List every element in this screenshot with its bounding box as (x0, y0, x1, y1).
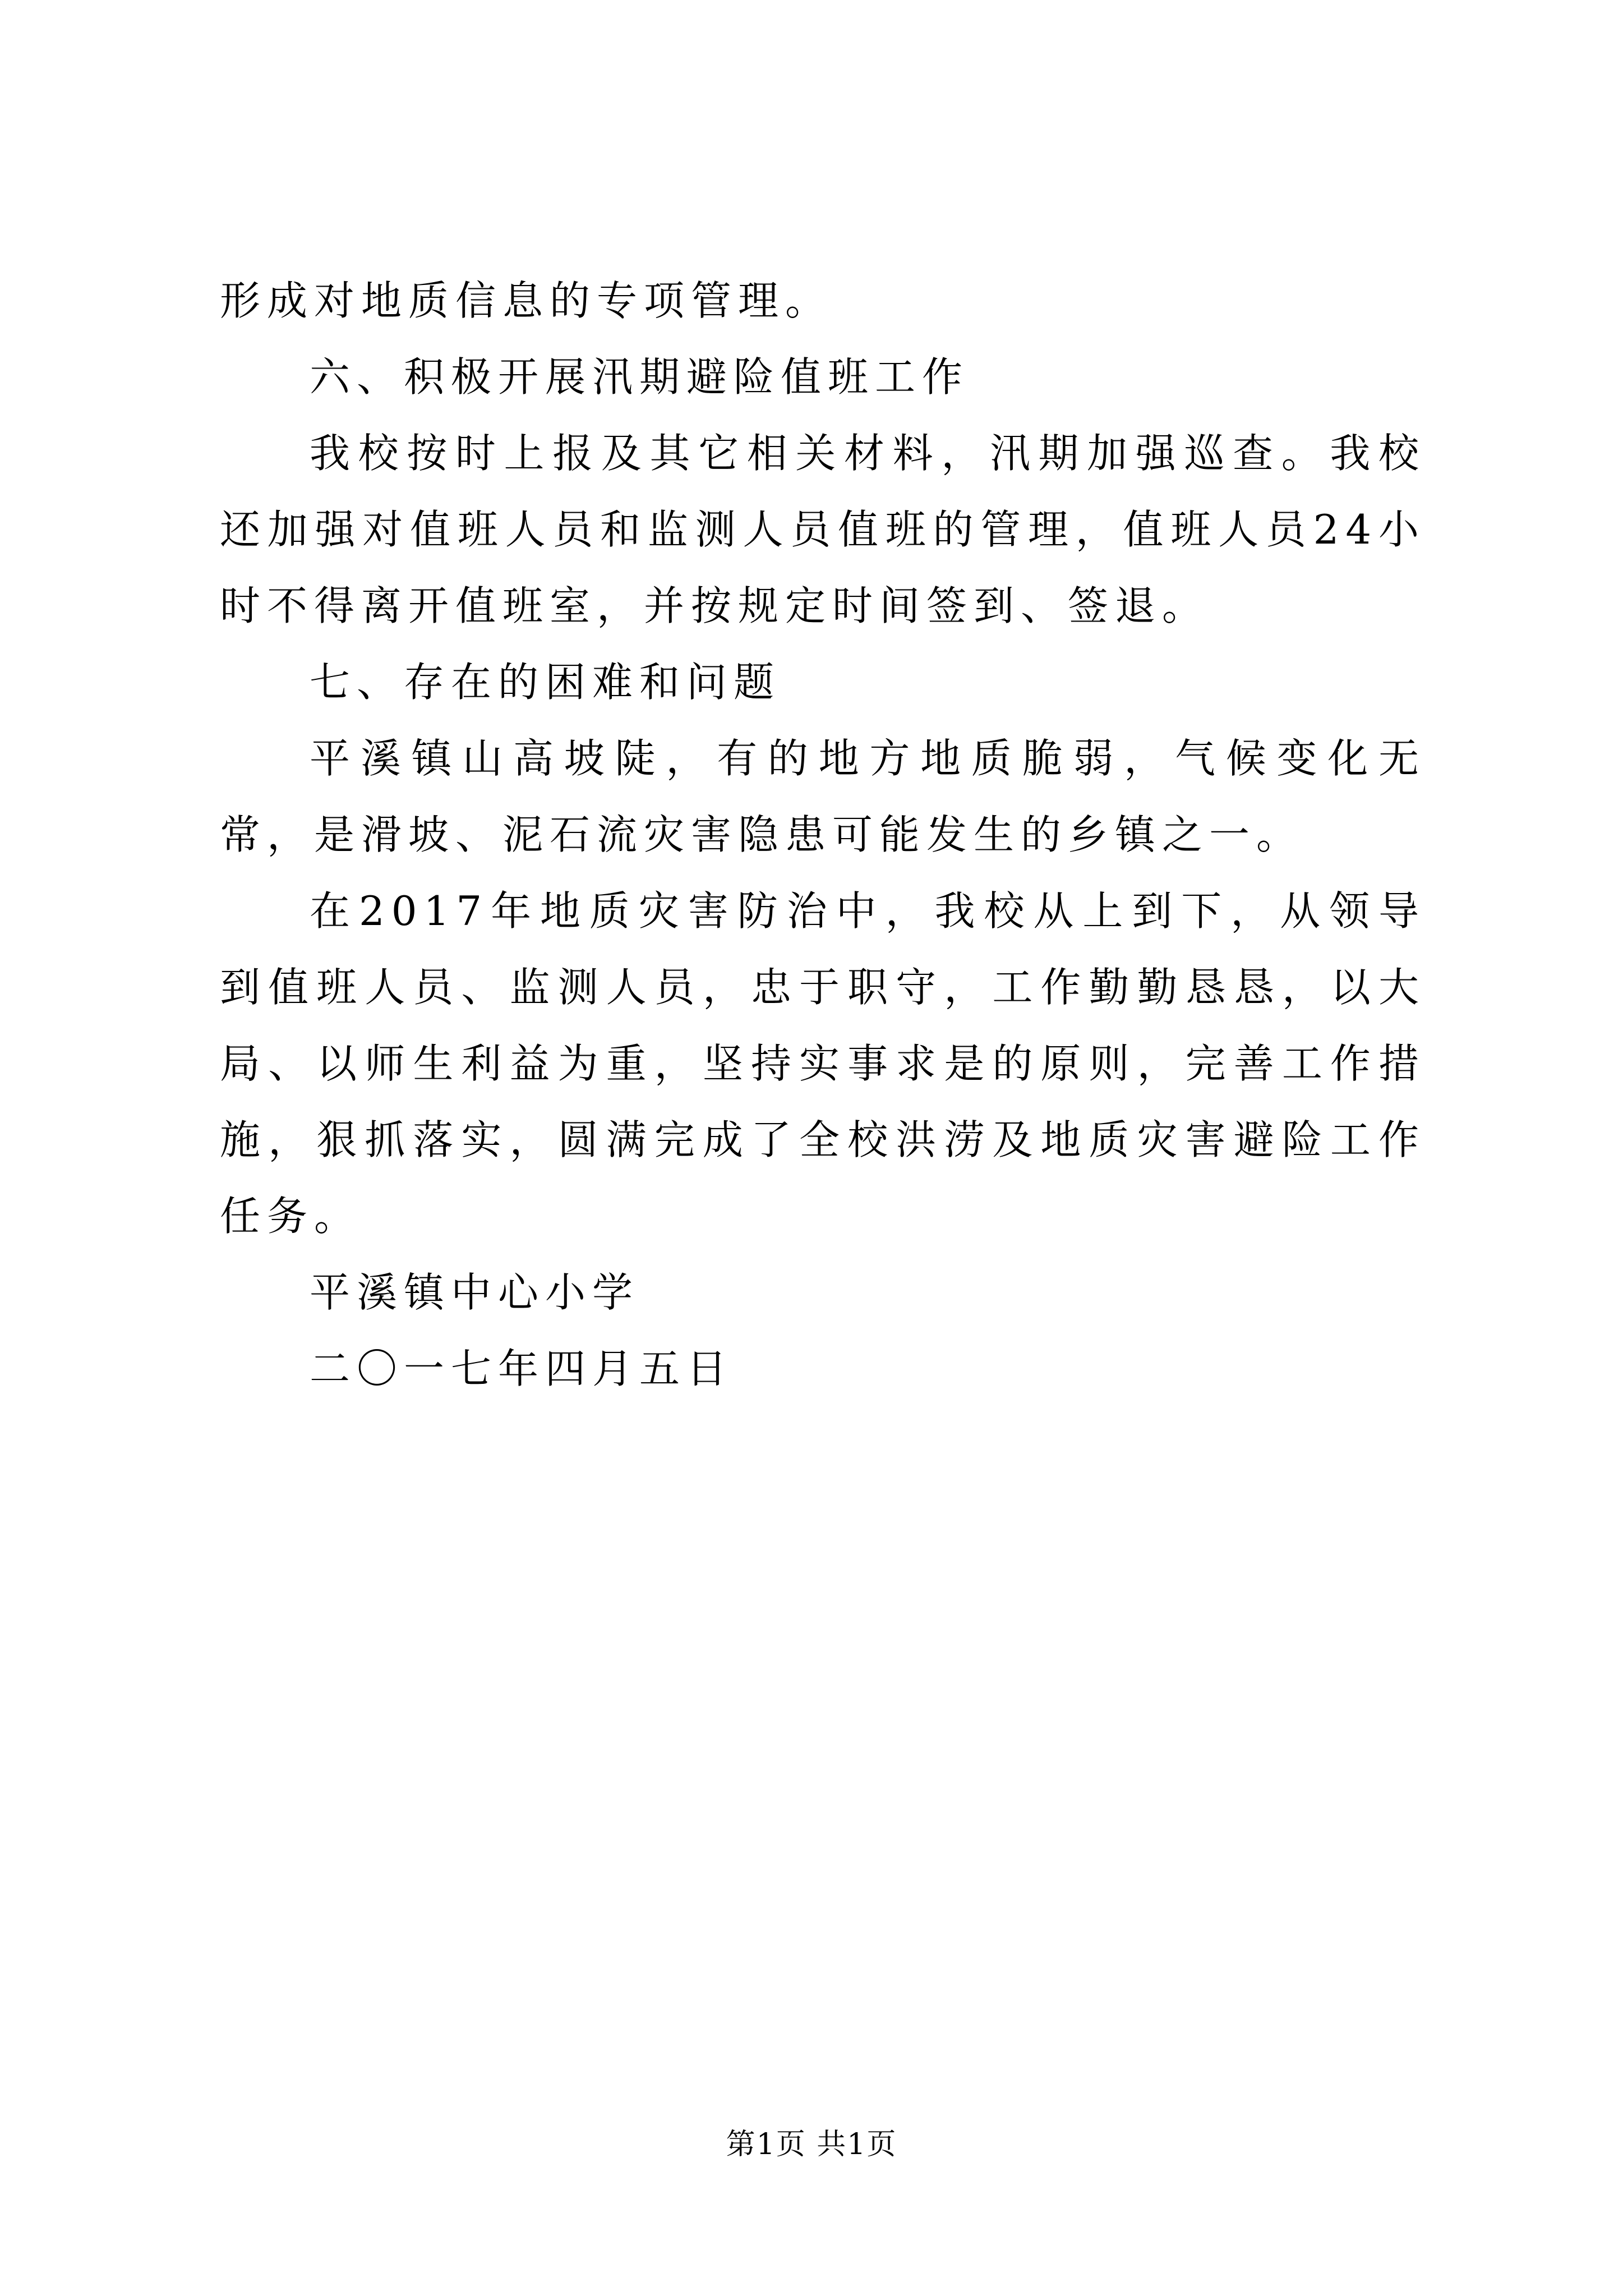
paragraph-duty-management: 我校按时上报及其它相关材料，汛期加强巡查。我校还加强对值班人员和监测人员值班的管理，值班人员24小时不得离开值班室，并按规定时间签到、签退。 (220, 430, 1426, 629)
signature-school-name: 平溪镇中心小学 (310, 1269, 640, 1316)
section-heading-six: 六、积极开展汛期避险值班工作 (310, 353, 970, 401)
document-body (220, 263, 1426, 1407)
paragraph-town-conditions: 平溪镇山高坡陡，有的地方地质脆弱，气候变化无常，是滑坡、泥石流灾害隐患可能发生的乡镇之一。 (220, 735, 1426, 858)
signature-date: 二〇一七年四月五日 (310, 1345, 734, 1392)
paragraph-continuation: 形成对地质信息的专项管理。 (220, 277, 833, 324)
page-footer: 第1页 共1页 (726, 2128, 897, 2161)
section-heading-seven: 七、存在的困难和问题 (310, 659, 781, 706)
paragraph-summary: 在2017年地质灾害防治中，我校从上到下，从领导到值班人员、监测人员，忠于职守，工作勤勤恳恳，以大局、以师生利益为重，坚持实事求是的原则，完善工作措施，狠抓落实，圆满完成了全校洪涝及地质灾害避险工作任务。 (220, 887, 1426, 1240)
